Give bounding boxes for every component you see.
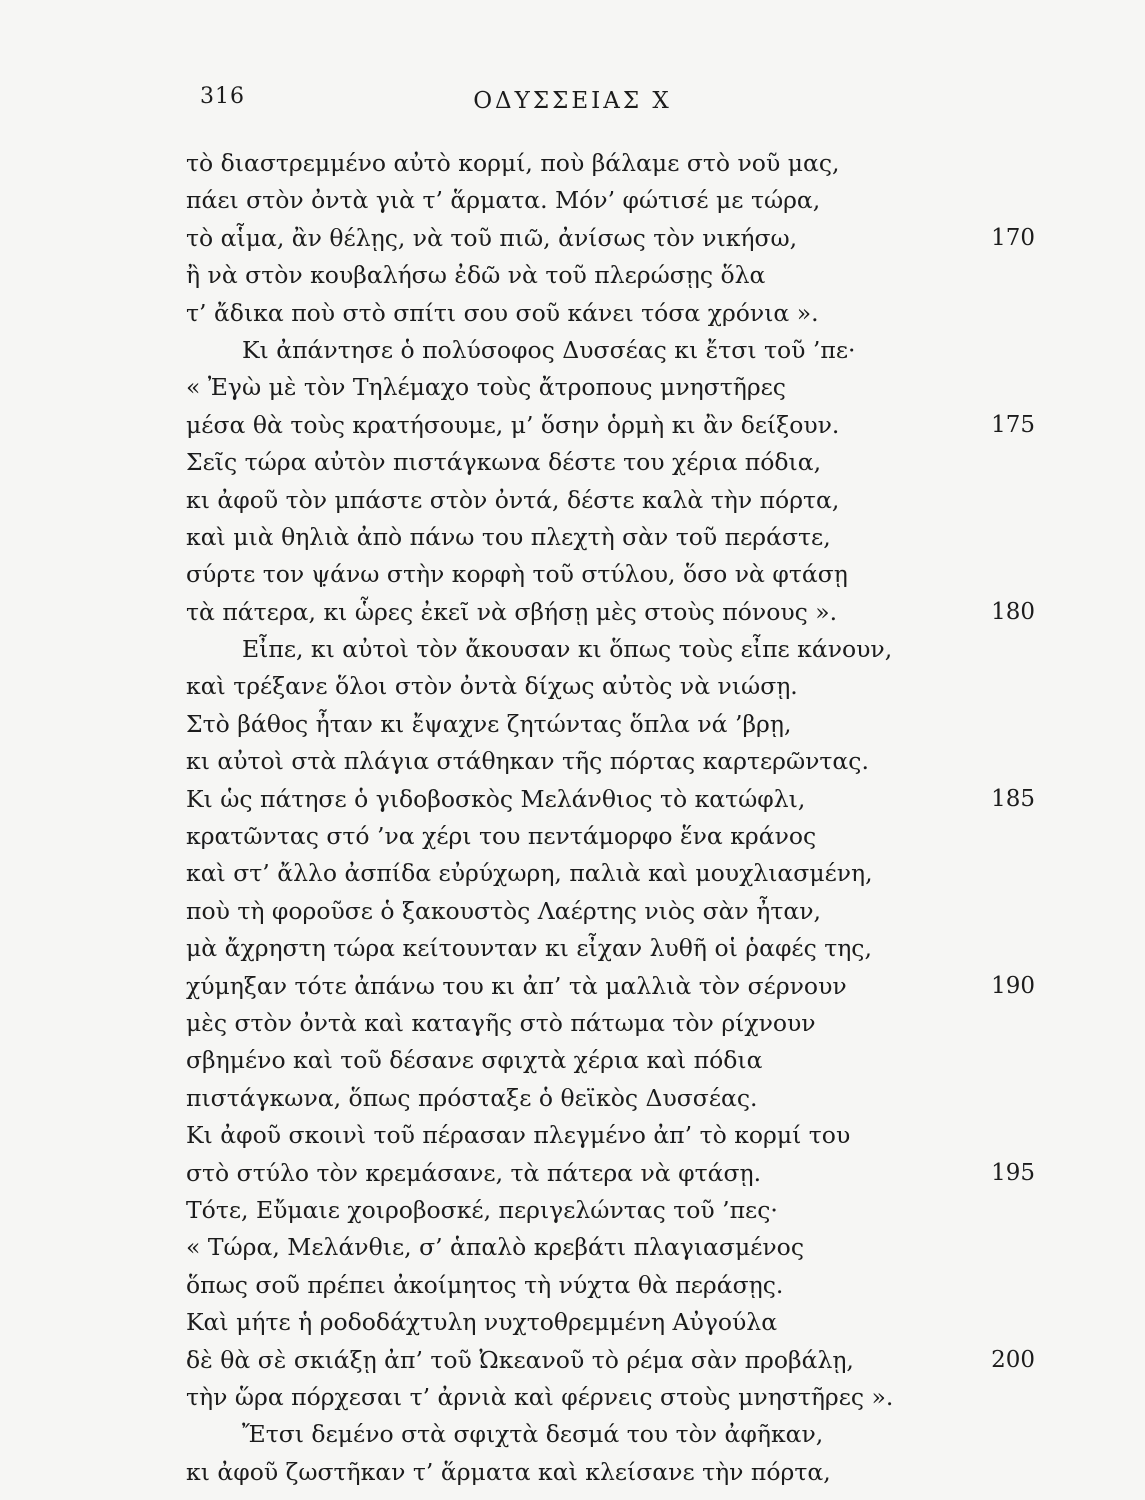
verse-text: μὰ ἄχρηστη τώρα κείτουνταν κι εἶχαν λυθῆ οἱ ῥαφές της,: [186, 934, 872, 963]
verse-line: [0, 1192, 1145, 1229]
verse-lines: [0, 145, 1145, 1491]
book-title: ΟΔΥΣΣΕΙΑΣ Χ: [473, 88, 672, 114]
verse-text: Κι ἀφοῦ σκοινὶ τοῦ πέρασαν πλεγμένο ἀπ’ τὸ κορμί του: [186, 1121, 851, 1150]
verse-line: [0, 930, 1145, 967]
verse-line: [0, 893, 1145, 930]
verse-text: « Ἐγὼ μὲ τὸν Τηλέμαχο τοὺς ἄτροπους μνηστῆρες: [186, 373, 786, 402]
verse-text: Εἶπε, κι αὐτοὶ τὸν ἄκουσαν κι ὅπως τοὺς εἶπε κάνουν,: [242, 635, 893, 664]
verse-line: [0, 482, 1145, 519]
running-head: [0, 78, 1145, 128]
verse-text: τὰ πάτερα, κι ὧρες ἐκεῖ νὰ σβήσῃ μὲς στοὺς πόνους ».: [186, 597, 838, 626]
verse-text: μέσα θὰ τοὺς κρατήσουμε, μ’ ὅσην ὁρμὴ κι ἂν δείξουν.: [186, 410, 840, 439]
verse-text: καὶ τρέξανε ὅλοι στὸν ὀντὰ δίχως αὐτὸς νὰ νιώσῃ.: [186, 672, 798, 701]
verse-text: Κι ὡς πάτησε ὁ γιδοβοσκὸς Μελάνθιος τὸ κατώφλι,: [186, 784, 806, 813]
verse-line: [0, 818, 1145, 855]
verse-line: [0, 855, 1145, 892]
verse-text: Στὸ βάθος ἦταν κι ἔψαχνε ζητώντας ὅπλα νά ’βρῃ,: [186, 709, 792, 738]
verse-line: [0, 1080, 1145, 1117]
line-number: 180: [991, 598, 1035, 625]
verse-line: [0, 1267, 1145, 1304]
line-number: 185: [991, 785, 1035, 812]
verse-text: Ἔτσι δεμένο στὰ σφιχτὰ δεσμά του τὸν ἀφῆκαν,: [242, 1420, 824, 1449]
verse-text: τ’ ἄδικα ποὺ στὸ σπίτι σου σοῦ κάνει τόσα χρόνια ».: [186, 298, 819, 327]
verse-text: τὴν ὥρα πόρχεσαι τ’ ἀρνιὰ καὶ φέρνεις στοὺς μνηστῆρες ».: [186, 1382, 894, 1411]
verse-line: [0, 444, 1145, 481]
verse-line: [0, 743, 1145, 780]
verse-line: [0, 1155, 1145, 1192]
verse-line: [0, 1342, 1145, 1379]
verse-text: μὲς στὸν ὀντὰ καὶ καταγῆς στὸ πάτωμα τὸν ρίχνουν: [186, 1008, 816, 1037]
verse-text: κι ἀφοῦ τὸν μπάστε στὸν ὀντά, δέστε καλὰ τὴν πόρτα,: [186, 485, 840, 514]
verse-line: [0, 257, 1145, 294]
verse-line: [0, 1304, 1145, 1341]
verse-text: τὸ αἷμα, ἂν θέλῃς, νὰ τοῦ πιῶ, ἀνίσως τὸν νικήσω,: [186, 223, 798, 252]
verse-text: πάει στὸν ὀντὰ γιὰ τ’ ἅρματα. Μόν’ φώτισέ με τώρα,: [186, 186, 821, 215]
verse-text: καὶ μιὰ θηλιὰ ἀπὸ πάνω του πλεχτὴ σὰν τοῦ περάστε,: [186, 522, 831, 551]
verse-line: [0, 145, 1145, 182]
verse-text: Τότε, Εὔμαιε χοιροβοσκέ, περιγελώντας τοῦ ’πες·: [186, 1195, 778, 1224]
verse-text: χύμηξαν τότε ἀπάνω του κι ἀπ’ τὰ μαλλιὰ τὸν σέρνουν: [186, 971, 847, 1000]
verse-line: [0, 519, 1145, 556]
verse-line: [0, 295, 1145, 332]
verse-text: ποὺ τὴ φοροῦσε ὁ ξακουστὸς Λαέρτης νιὸς σὰν ἦταν,: [186, 896, 822, 925]
verse-line: [0, 1229, 1145, 1266]
verse-text: καὶ στ’ ἄλλο ἀσπίδα εὐρύχωρη, παλιὰ καὶ μουχλιασμένη,: [186, 859, 873, 888]
verse-line: [0, 781, 1145, 818]
verse-text: κι αὐτοὶ στὰ πλάγια στάθηκαν τῆς πόρτας καρτερῶντας.: [186, 747, 869, 776]
page-number: 316: [200, 84, 245, 109]
verse-text: δὲ θὰ σὲ σκιάξῃ ἀπ’ τοῦ Ὠκεανοῦ τὸ ρέμα σὰν προβάλῃ,: [186, 1345, 854, 1374]
verse-text: ὅπως σοῦ πρέπει ἀκοίμητος τὴ νύχτα θὰ περάσῃς.: [186, 1270, 784, 1299]
verse-text: « Τώρα, Μελάνθιε, σ’ ἁπαλὸ κρεβάτι πλαγιασμένος: [186, 1233, 804, 1262]
verse-line: [0, 556, 1145, 593]
verse-line: [0, 369, 1145, 406]
verse-text: σύρτε τον ψ̣άνω στὴν κορφὴ τοῦ στύλου, ὅσο νὰ φτάσῃ: [186, 560, 848, 589]
verse-line: [0, 706, 1145, 743]
verse-text: ἢ νὰ στὸν κουβαλήσω ἐδῶ νὰ τοῦ πλερώσῃς ὅλα: [186, 261, 766, 290]
verse-line: [0, 594, 1145, 631]
verse-text: Κι ἀπάντησε ὁ πολύσοφος Δυσσέας κι ἔτσι τοῦ ’πε·: [242, 335, 856, 364]
line-number: 170: [991, 224, 1035, 251]
verse-line: [0, 1379, 1145, 1416]
verse-text: Καὶ μήτε ἡ ροδοδάχτυλη νυχτοθρεμμένη Αὐγούλα: [186, 1308, 778, 1337]
verse-line: [0, 220, 1145, 257]
verse-line: [0, 631, 1145, 668]
verse-text: τὸ διαστρεμμένο αὐτὸ κορμί, ποὺ βάλαμε στὸ νοῦ μας,: [186, 149, 840, 177]
verse-line: [0, 332, 1145, 369]
verse-line: [0, 1005, 1145, 1042]
verse-line: [0, 668, 1145, 705]
verse-line: [0, 407, 1145, 444]
verse-line: [0, 1117, 1145, 1154]
verse-text: πιστάγκωνα, ὅπως πρόσταξε ὁ θεϊκὸς Δυσσέας.: [186, 1083, 758, 1112]
verse-line: [0, 968, 1145, 1005]
verse-text: στὸ στύλο τὸν κρεμάσανε, τὰ πάτερα νὰ φτάσῃ.: [186, 1158, 762, 1187]
verse-text: σβημένο καὶ τοῦ δέσανε σφιχτὰ χέρια καὶ πόδια: [186, 1046, 763, 1075]
line-number: 195: [991, 1159, 1035, 1186]
verse-line: [0, 1042, 1145, 1079]
verse-line: [0, 1416, 1145, 1453]
line-number: 190: [991, 972, 1035, 999]
verse-text: κρατῶντας στό ’να χέρι του πεντάμορφο ἕνα κράνος: [186, 822, 817, 851]
verse-line: [0, 1454, 1145, 1491]
line-number: 200: [991, 1346, 1035, 1373]
line-number: 175: [991, 411, 1035, 438]
verse-line: [0, 182, 1145, 219]
verse-text: Σεῖς τώρα αὐτὸν πιστάγκωνα δέστε του χέρια πόδια,: [186, 448, 822, 477]
verse-text: κι ἀφοῦ ζωστῆκαν τ’ ἅρματα καὶ κλείσανε τὴν πόρτα,: [186, 1457, 831, 1486]
